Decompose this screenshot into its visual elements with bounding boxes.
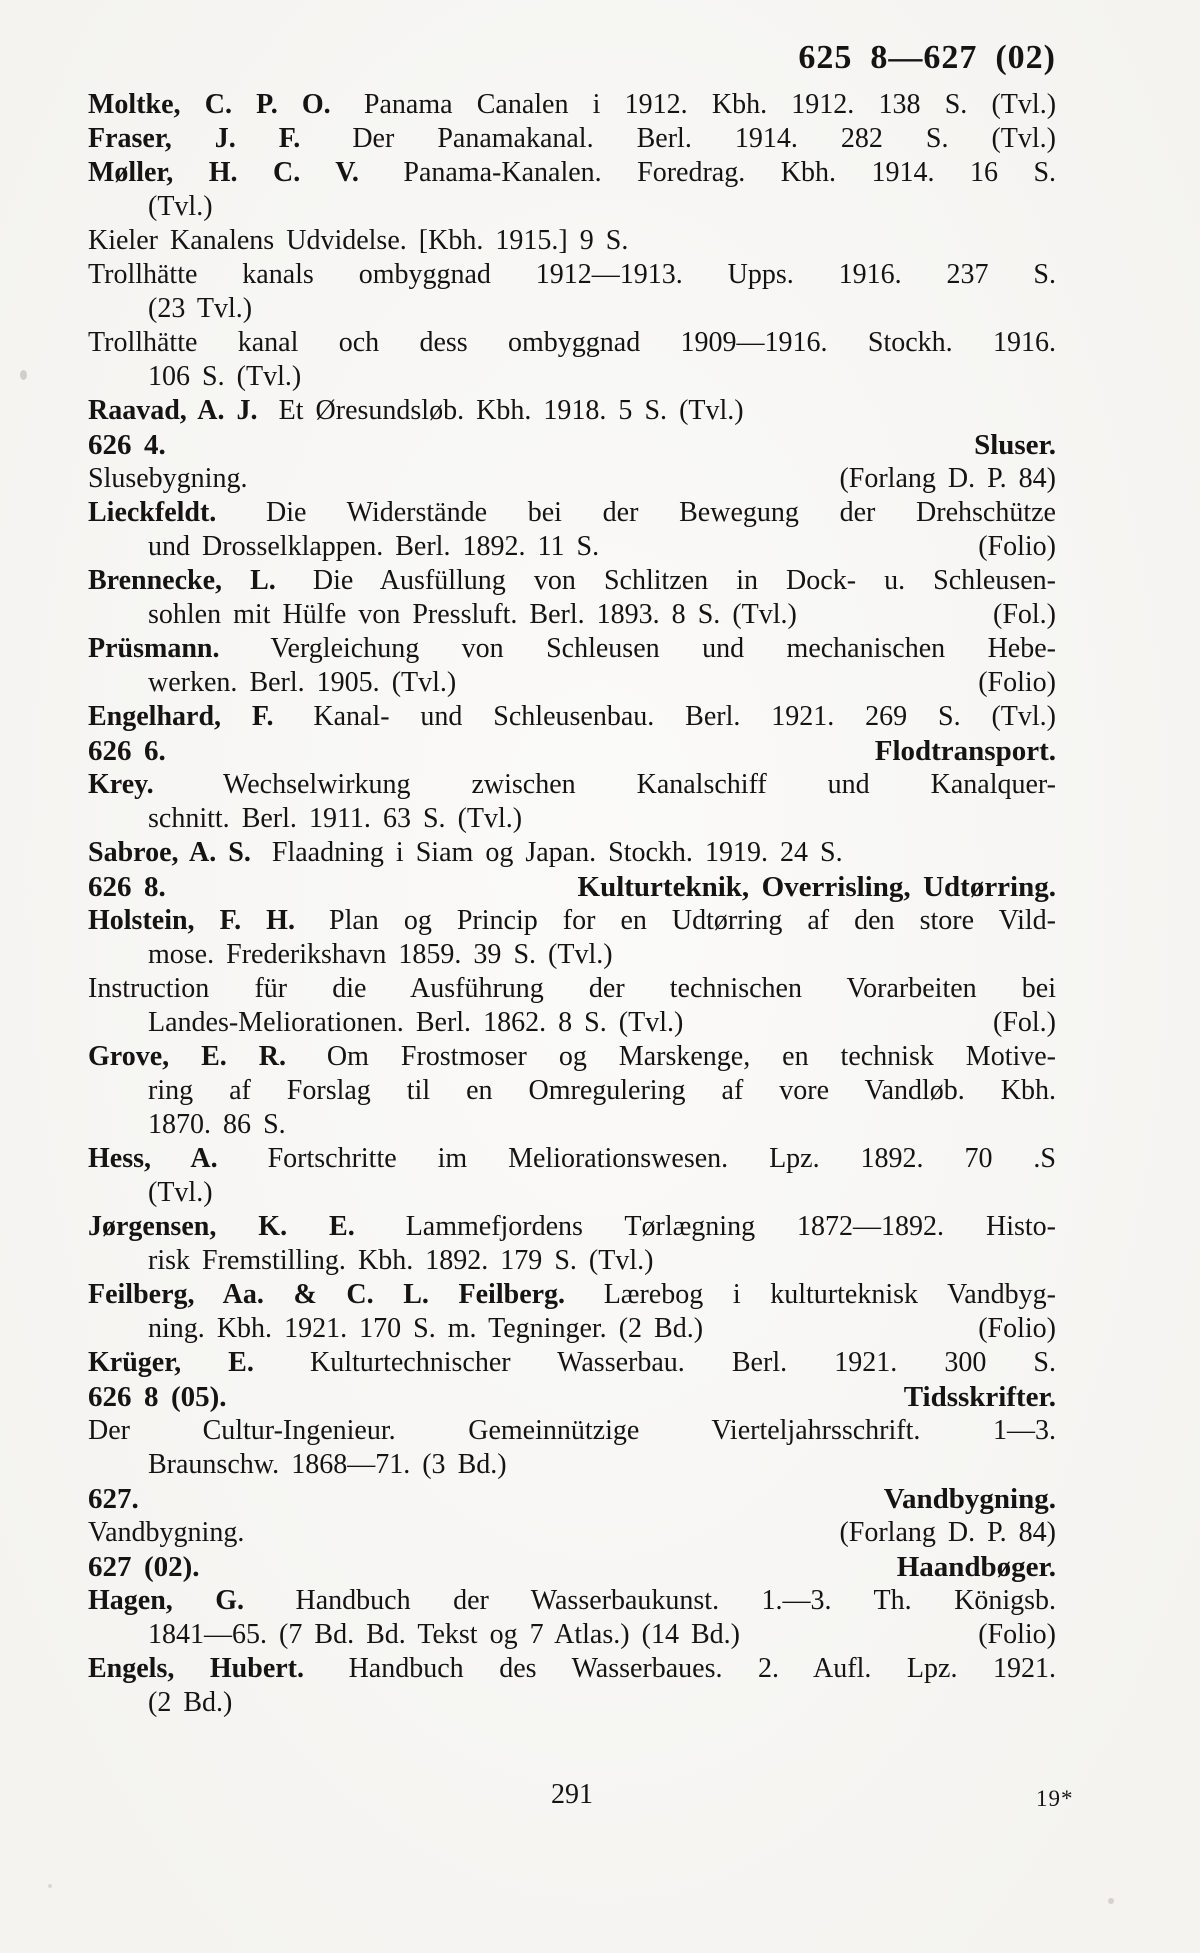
section-title: Vandbygning. — [883, 1483, 1056, 1515]
bib-entry — [88, 1278, 1056, 1346]
bib-entry — [88, 972, 1056, 1040]
bib-entry — [88, 700, 1056, 734]
section-number: 626 4. — [88, 429, 166, 461]
entry-line: Grove, E. R. Om Frostmoser og Marskenge, en technisk Motive- — [88, 1041, 1057, 1072]
entry-line: risk Fremstilling. Kbh. 1892. 179 S. (Tvl.) — [148, 1245, 654, 1276]
bib-entry — [88, 1584, 1056, 1652]
scan-speck — [20, 370, 27, 380]
entry-line: (Tvl.) — [148, 1177, 213, 1208]
format-note: (Folio) — [978, 667, 1056, 698]
bib-entry — [88, 1652, 1056, 1720]
bib-entry — [88, 1346, 1056, 1380]
format-note: (Folio) — [978, 1313, 1056, 1344]
page-header-classification-range: 625 8—627 (02) — [798, 39, 1056, 76]
entry-line: Holstein, F. H. Plan og Princip for en Udtørring af den store Vild- — [88, 905, 1057, 936]
author-name: Krüger, E. — [88, 1347, 254, 1378]
format-note: (Fol.) — [993, 599, 1056, 630]
entry-line-text: sohlen mit Hülfe von Pressluft. Berl. 1893. 8 S. (Tvl.) — [148, 599, 797, 630]
section-number: 627. — [88, 1483, 139, 1515]
entry-line: Feilberg, Aa. & C. L. Feilberg. Lærebog i kulturteknisk Vandbyg- — [88, 1279, 1056, 1310]
entry-line — [88, 1006, 1056, 1040]
entry-line: Jørgensen, K. E. Lammefjordens Tørlægning 1872—1892. Histo- — [88, 1211, 1057, 1242]
author-name: Sabroe, A. S. — [88, 837, 251, 868]
bib-entry — [88, 1414, 1056, 1482]
format-note: (Fol.) — [993, 1007, 1056, 1038]
author-name: Fraser, J. F. — [88, 123, 301, 154]
entry-line: 1870. 86 S. — [148, 1109, 286, 1140]
section-number: 626 8 (05). — [88, 1381, 227, 1413]
entry-line: Fraser, J. F. Der Panamakanal. Berl. 1914. 282 S. (Tvl.) — [88, 123, 1057, 154]
entry-line — [88, 666, 1056, 700]
entry-line — [88, 462, 1056, 496]
bib-entry — [88, 394, 1056, 428]
author-name: Grove, E. R. — [88, 1041, 286, 1072]
entry-line: (Tvl.) — [148, 191, 213, 222]
entry-line: Lieckfeldt. Die Widerstände bei der Bewegung der Drehschütze — [88, 497, 1056, 528]
entry-line: Krüger, E. Kulturtechnischer Wasserbau. Berl. 1921. 300 S. — [88, 1347, 1057, 1378]
entry-line: Trollhätte kanal och dess ombyggnad 1909—1916. Stockh. 1916. — [88, 327, 1056, 358]
author-name: Prüsmann. — [88, 633, 220, 664]
bib-entry — [88, 564, 1056, 632]
entry-line — [88, 1516, 1056, 1550]
section-number: 627 (02). — [88, 1551, 200, 1583]
author-name: Møller, H. C. V. — [88, 157, 359, 188]
entry-line: Engels, Hubert. Handbuch des Wasserbaues. 2. Aufl. Lpz. 1921. — [88, 1653, 1057, 1684]
bib-entry — [88, 258, 1056, 326]
section-title: Tidsskrifter. — [903, 1381, 1056, 1413]
author-name: Krey. — [88, 769, 154, 800]
author-name: Raavad, A. J. — [88, 395, 258, 426]
author-name: Feilberg, Aa. & C. L. Feilberg. — [88, 1279, 566, 1310]
format-note: (Folio) — [978, 1619, 1056, 1650]
format-note: (Forlang D. P. 84) — [839, 1517, 1056, 1548]
entry-line: Møller, H. C. V. Panama-Kanalen. Foredrag. Kbh. 1914. 16 S. — [88, 157, 1057, 188]
entry-line — [88, 1312, 1056, 1346]
bib-entry — [88, 836, 1056, 870]
bib-entry — [88, 326, 1056, 394]
entry-line: Braunschw. 1868—71. (3 Bd.) — [148, 1449, 507, 1480]
bib-entry — [88, 156, 1056, 224]
entry-line: schnitt. Berl. 1911. 63 S. (Tvl.) — [148, 803, 523, 834]
bib-entry — [88, 1040, 1056, 1142]
entry-line-text: werken. Berl. 1905. (Tvl.) — [148, 667, 457, 698]
printer-signature-mark: 19* — [1036, 1786, 1074, 1811]
section-title: Haandbøger. — [896, 1551, 1056, 1583]
bib-entry — [88, 88, 1056, 122]
bib-entry — [88, 1142, 1056, 1210]
entry-line: Krey. Wechselwirkung zwischen Kanalschiff und Kanalquer- — [88, 769, 1056, 800]
author-name: Hess, A. — [88, 1143, 218, 1174]
entry-line: Der Cultur-Ingenieur. Gemeinnützige Vierteljahrsschrift. 1—3. — [88, 1415, 1056, 1446]
bib-entry — [88, 1516, 1056, 1550]
bib-entry — [88, 122, 1056, 156]
author-name: Engels, Hubert. — [88, 1653, 305, 1684]
entry-line: Sabroe, A. S. Flaadning i Siam og Japan. Stockh. 1919. 24 S. — [88, 837, 843, 868]
entry-line: Kieler Kanalens Udvidelse. [Kbh. 1915.] 9 S. — [88, 225, 629, 256]
bib-entry — [88, 496, 1056, 564]
bib-entry — [88, 462, 1056, 496]
section-heading — [88, 428, 1056, 462]
format-note: (Folio) — [978, 531, 1056, 562]
scan-speck — [48, 1884, 52, 1888]
section-heading — [88, 1550, 1056, 1584]
entry-line — [88, 530, 1056, 564]
author-name: Lieckfeldt. — [88, 497, 217, 528]
section-heading — [88, 1482, 1056, 1516]
section-heading — [88, 1380, 1056, 1414]
author-name: Moltke, C. P. O. — [88, 89, 331, 120]
entry-line: Hagen, G. Handbuch der Wasserbaukunst. 1.—3. Th. Königsb. — [88, 1585, 1056, 1616]
author-name: Engelhard, F. — [88, 701, 274, 732]
author-name: Holstein, F. H. — [88, 905, 295, 936]
entry-line-text: 1841—65. (7 Bd. Bd. Tekst og 7 Atlas.) (14 Bd.) — [148, 1619, 740, 1650]
section-title: Kulturteknik, Overrisling, Udtørring. — [577, 871, 1056, 903]
section-heading — [88, 734, 1056, 768]
entry-line: Brennecke, L. Die Ausfüllung von Schlitzen in Dock- u. Schleusen- — [88, 565, 1057, 596]
bib-entry — [88, 768, 1056, 836]
bib-entry — [88, 224, 1056, 258]
bib-entry — [88, 904, 1056, 972]
entry-line: 106 S. (Tvl.) — [148, 361, 302, 392]
entry-line: Prüsmann. Vergleichung von Schleusen und mechanischen Hebe- — [88, 633, 1056, 664]
entry-line: Engelhard, F. Kanal- und Schleusenbau. Berl. 1921. 269 S. (Tvl.) — [88, 701, 1056, 732]
bib-entry — [88, 632, 1056, 700]
entry-line — [88, 598, 1056, 632]
entry-line: Raavad, A. J. Et Øresundsløb. Kbh. 1918. 5 S. (Tvl.) — [88, 395, 744, 426]
entry-line-text: ning. Kbh. 1921. 170 S. m. Tegninger. (2 Bd.) — [148, 1313, 704, 1344]
entry-line — [88, 1618, 1056, 1652]
page-number: 291 — [551, 1779, 593, 1810]
entry-line-text: Vandbygning. — [88, 1517, 245, 1548]
author-name: Brennecke, L. — [88, 565, 276, 596]
author-name: Jørgensen, K. E. — [88, 1211, 355, 1242]
entry-line-text: Landes-Meliorationen. Berl. 1862. 8 S. (Tvl.) — [148, 1007, 684, 1038]
entry-line: (23 Tvl.) — [148, 293, 253, 324]
entry-line: Moltke, C. P. O. Panama Canalen i 1912. Kbh. 1912. 138 S. (Tvl.) — [88, 89, 1057, 120]
entry-line-text: und Drosselklappen. Berl. 1892. 11 S. — [148, 531, 600, 562]
entry-line: ring af Forslag til en Omregulering af vore Vandløb. Kbh. — [148, 1075, 1056, 1106]
bib-entry — [88, 1210, 1056, 1278]
section-title: Sluser. — [974, 429, 1056, 461]
section-heading — [88, 870, 1056, 904]
section-number: 626 8. — [88, 871, 166, 903]
format-note: (Forlang D. P. 84) — [839, 463, 1056, 494]
section-number: 626 6. — [88, 735, 166, 767]
scan-speck — [1108, 1898, 1114, 1904]
entry-line: Hess, A. Fortschritte im Meliorationswesen. Lpz. 1892. 70 .S — [88, 1143, 1056, 1174]
entry-line: Instruction für die Ausführung der technischen Vorarbeiten bei — [88, 973, 1056, 1004]
entry-line-text: Slusebygning. — [88, 463, 248, 494]
section-title: Flodtransport. — [874, 735, 1056, 767]
entry-line: (2 Bd.) — [148, 1687, 233, 1718]
entry-line: mose. Frederikshavn 1859. 39 S. (Tvl.) — [148, 939, 613, 970]
bibliography — [88, 88, 1056, 1720]
entry-line: Trollhätte kanals ombyggnad 1912—1913. Upps. 1916. 237 S. — [88, 259, 1056, 290]
author-name: Hagen, G. — [88, 1585, 245, 1616]
